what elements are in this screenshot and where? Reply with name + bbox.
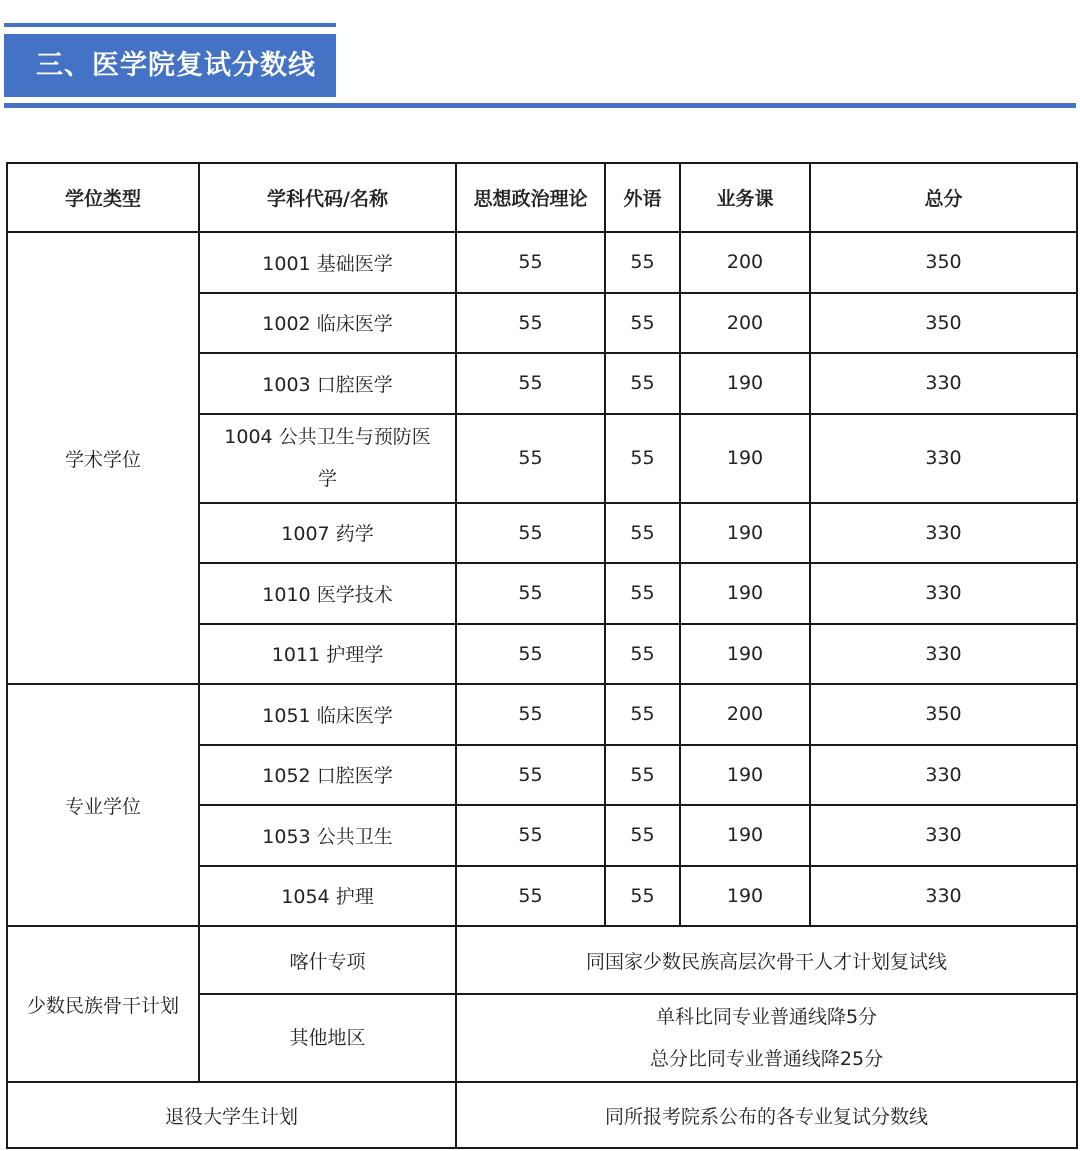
total-cell: 330: [810, 866, 1077, 927]
table-header-row: [7, 163, 1077, 232]
major-cell: 200: [680, 232, 810, 293]
politics-cell: 55: [456, 293, 605, 354]
header-top-rule: [4, 23, 336, 27]
politics-cell: 55: [456, 745, 605, 806]
language-cell: 55: [605, 684, 680, 745]
major-cell: 200: [680, 293, 810, 354]
rule-cell: 同所报考院系公布的各专业复试分数线: [456, 1082, 1077, 1148]
subject-cell: 1054 护理: [199, 866, 456, 927]
degree-type-academic: 学术学位: [7, 232, 199, 684]
politics-cell: 55: [456, 866, 605, 927]
major-cell: 190: [680, 745, 810, 806]
language-cell: 55: [605, 503, 680, 564]
degree-type-minority: 少数民族骨干计划: [7, 926, 199, 1082]
total-cell: 330: [810, 805, 1077, 866]
language-cell: 55: [605, 624, 680, 685]
total-cell: 330: [810, 745, 1077, 806]
table-row: [7, 1082, 1077, 1148]
total-cell: 350: [810, 232, 1077, 293]
rule-line-1: 单科比同专业普通线降5分: [655, 1006, 878, 1028]
subject-cell: 1011 护理学: [199, 624, 456, 685]
region-cell: 喀什专项: [199, 926, 456, 994]
major-cell: 190: [680, 353, 810, 414]
header-politics: 思想政治理论: [456, 163, 605, 232]
header-underline: [4, 103, 1076, 108]
section-header: [0, 0, 1080, 110]
language-cell: 55: [605, 563, 680, 624]
subject-line-2: 学: [317, 468, 337, 490]
section-title: 三、医学院复试分数线: [4, 34, 336, 97]
language-cell: 55: [605, 232, 680, 293]
language-cell: 55: [605, 805, 680, 866]
major-cell: 190: [680, 624, 810, 685]
language-cell: 55: [605, 353, 680, 414]
politics-cell: 55: [456, 414, 605, 503]
degree-type-veteran: 退役大学生计划: [7, 1082, 456, 1148]
subject-cell: 1002 临床医学: [199, 293, 456, 354]
politics-cell: 55: [456, 353, 605, 414]
major-cell: 190: [680, 503, 810, 564]
major-cell: 190: [680, 563, 810, 624]
language-cell: 55: [605, 293, 680, 354]
header-total: 总分: [810, 163, 1077, 232]
subject-cell: 1053 公共卫生: [199, 805, 456, 866]
language-cell: 55: [605, 745, 680, 806]
region-cell: 其他地区: [199, 994, 456, 1082]
header-major: 业务课: [680, 163, 810, 232]
major-cell: 190: [680, 414, 810, 503]
header-language: 外语: [605, 163, 680, 232]
total-cell: 330: [810, 503, 1077, 564]
header-degree-type: 学位类型: [7, 163, 199, 232]
subject-cell: 1010 医学技术: [199, 563, 456, 624]
total-cell: 330: [810, 624, 1077, 685]
major-cell: 200: [680, 684, 810, 745]
table-row: [7, 684, 1077, 745]
politics-cell: 55: [456, 563, 605, 624]
header-subject: 学科代码/名称: [199, 163, 456, 232]
language-cell: 55: [605, 866, 680, 927]
total-cell: 330: [810, 563, 1077, 624]
politics-cell: 55: [456, 232, 605, 293]
rule-cell: 同国家少数民族高层次骨干人才计划复试线: [456, 926, 1077, 994]
subject-cell: 1051 临床医学: [199, 684, 456, 745]
subject-cell: 1001 基础医学: [199, 232, 456, 293]
politics-cell: 55: [456, 805, 605, 866]
subject-cell: 1007 药学: [199, 503, 456, 564]
politics-cell: 55: [456, 503, 605, 564]
subject-cell: 1052 口腔医学: [199, 745, 456, 806]
total-cell: 350: [810, 684, 1077, 745]
rule-cell: [456, 994, 1077, 1082]
rule-line-2: 总分比同专业普通线降25分: [649, 1048, 884, 1070]
table-row: [7, 926, 1077, 994]
subject-line-1: 1004 公共卫生与预防医: [224, 426, 431, 448]
politics-cell: 55: [456, 624, 605, 685]
subject-cell: 1003 口腔医学: [199, 353, 456, 414]
subject-cell: [199, 414, 456, 503]
total-cell: 350: [810, 293, 1077, 354]
total-cell: 330: [810, 414, 1077, 503]
score-table: [6, 162, 1078, 1149]
language-cell: 55: [605, 414, 680, 503]
degree-type-professional: 专业学位: [7, 684, 199, 926]
total-cell: 330: [810, 353, 1077, 414]
table-row: [7, 232, 1077, 293]
politics-cell: 55: [456, 684, 605, 745]
major-cell: 190: [680, 866, 810, 927]
major-cell: 190: [680, 805, 810, 866]
